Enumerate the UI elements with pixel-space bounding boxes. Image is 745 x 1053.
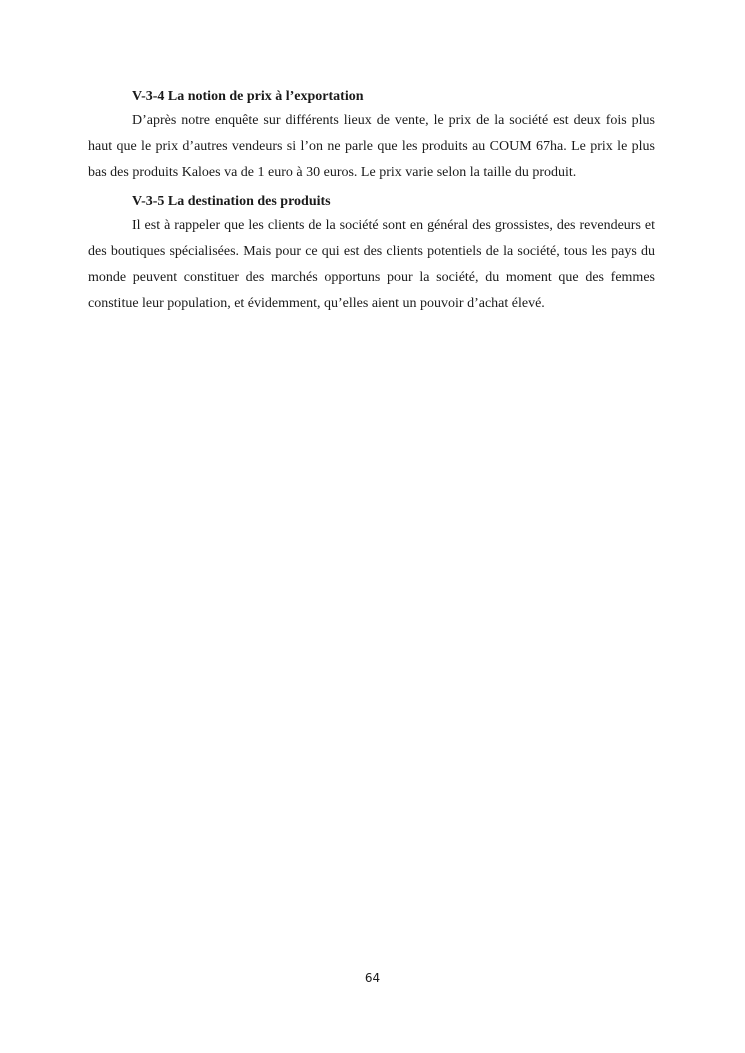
document-body xyxy=(88,86,655,317)
page-number: 64 xyxy=(364,971,381,985)
section-heading-prix-exportation: V-3-4 La notion de prix à l’exportation xyxy=(132,89,364,104)
paragraph-prix-exportation: D’après notre enquête sur différents lieux de vente, le prix de la société est deux fois plus haut que le prix d’autres vendeurs si l’on ne parle que les produits au COUM 67ha. Le prix le plus bas des produits Kaloes va de 1 euro à 30 euros. Le prix varie selon la taille du produit. xyxy=(88,113,655,180)
section-heading-destination-produits: V-3-5 La destination des produits xyxy=(132,194,331,209)
paragraph-destination-produits: Il est à rappeler que les clients de la société sont en général des grossistes, des revendeurs et des boutiques spécialisées. Mais pour ce qui est des clients potentiels de la société, tous les pays du monde peuvent constituer des marchés opportuns pour la société, du moment que des femmes constitue leur population, et évidemment, qu’elles aient un pouvoir d’achat élevé. xyxy=(88,218,655,311)
